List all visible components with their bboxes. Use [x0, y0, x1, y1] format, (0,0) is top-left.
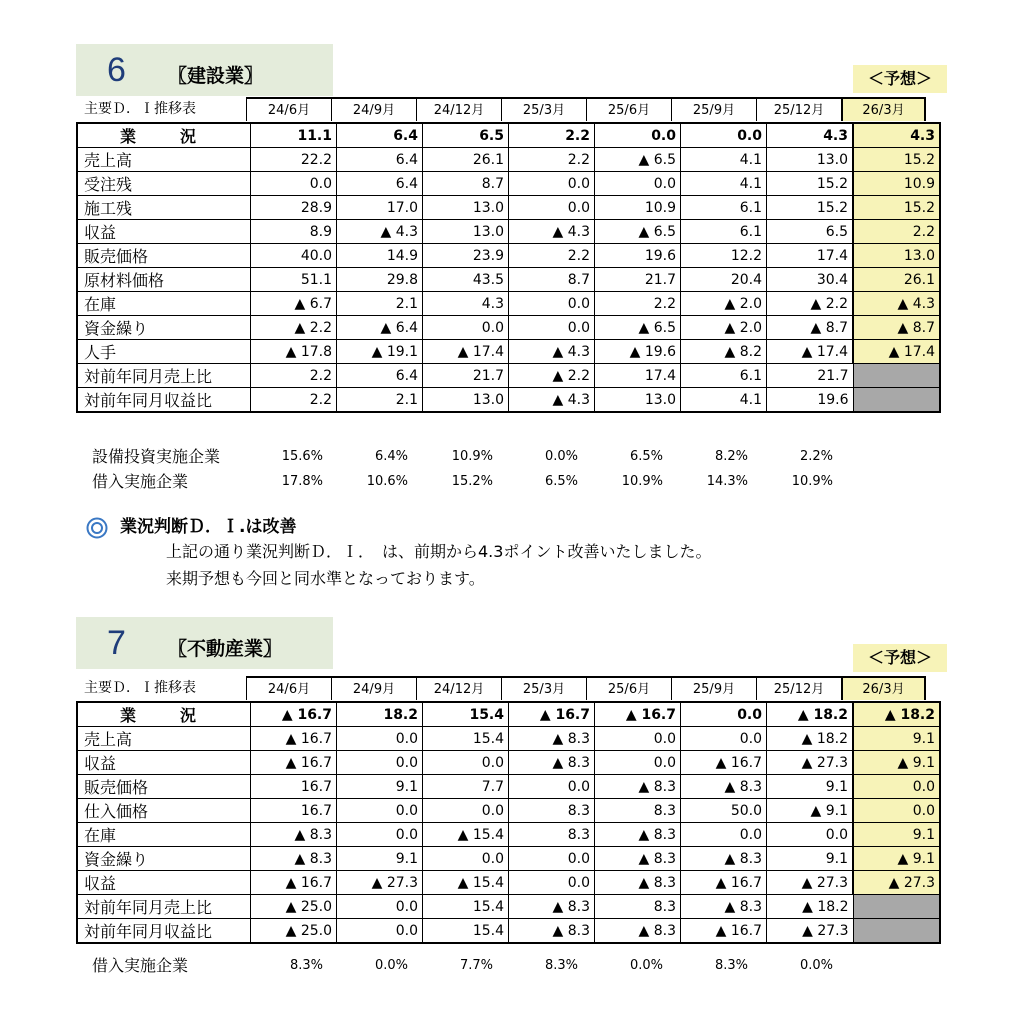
row-label: 資金繰り	[77, 847, 251, 871]
na-cell	[853, 364, 940, 388]
row-label: 受注残	[77, 172, 251, 196]
stat-value: 0.0%	[374, 958, 408, 973]
row-label: 販売価格	[77, 775, 251, 799]
forecast-cell: ▲ 18.2	[853, 702, 940, 727]
value-cell: ▲ 2.2	[251, 316, 337, 340]
na-cell	[853, 919, 940, 944]
stat-value: 14.3%	[706, 474, 748, 489]
table-row	[77, 123, 940, 148]
value-cell: 50.0	[681, 799, 767, 823]
forecast-cell: ▲ 9.1	[853, 847, 940, 871]
table-row	[77, 919, 940, 944]
table-row	[77, 799, 940, 823]
value-cell: 6.1	[681, 220, 767, 244]
value-cell: 0.0	[337, 751, 423, 775]
na-cell	[853, 388, 940, 413]
table-row	[77, 702, 940, 727]
value-cell: ▲ 8.3	[509, 727, 595, 751]
summary-title: 業況判断Ｄ．Ｉ.は改善	[120, 517, 297, 537]
value-cell: 2.1	[337, 388, 423, 413]
table-row	[77, 388, 940, 413]
value-cell: ▲ 4.3	[509, 220, 595, 244]
value-cell: 15.4	[423, 919, 509, 944]
section-6-header	[76, 44, 333, 96]
value-cell: ▲ 8.3	[595, 775, 681, 799]
table-row	[77, 871, 940, 895]
value-cell: 19.6	[767, 388, 854, 413]
table-row	[77, 727, 940, 751]
value-cell: ▲ 8.3	[509, 751, 595, 775]
value-cell: ▲ 18.2	[767, 702, 854, 727]
value-cell: 15.2	[767, 172, 854, 196]
value-cell: 4.1	[681, 148, 767, 172]
value-cell: 2.2	[251, 364, 337, 388]
row-label: 業 況	[77, 123, 251, 148]
value-cell: 19.6	[595, 244, 681, 268]
stat-value: 17.8%	[281, 474, 323, 489]
double-circle-icon	[86, 517, 108, 539]
table-row	[77, 775, 940, 799]
di-table-construction	[76, 122, 941, 413]
value-cell: ▲ 6.4	[337, 316, 423, 340]
row-label: 施工残	[77, 196, 251, 220]
summary-line-1: 上記の通り業況判断Ｄ．Ｉ． は、前期から4.3ポイント改善いたしました。	[166, 542, 712, 561]
value-cell: 51.1	[251, 268, 337, 292]
value-cell: 30.4	[767, 268, 854, 292]
value-cell: ▲ 16.7	[251, 751, 337, 775]
stat-row	[76, 445, 841, 469]
value-cell: ▲ 25.0	[251, 919, 337, 944]
value-cell: ▲ 8.7	[767, 316, 854, 340]
value-cell: 0.0	[337, 895, 423, 919]
stat-value: 8.3%	[714, 958, 748, 973]
value-cell: 8.3	[595, 895, 681, 919]
forecast-cell: 10.9	[853, 172, 940, 196]
value-cell: 21.7	[423, 364, 509, 388]
value-cell: 0.0	[423, 799, 509, 823]
value-cell: 0.0	[509, 292, 595, 316]
di-table-real-estate	[76, 701, 941, 944]
column-header: 24/12月	[416, 676, 501, 700]
value-cell: 8.3	[595, 799, 681, 823]
value-cell: 0.0	[681, 823, 767, 847]
stat-value: 10.9%	[621, 474, 663, 489]
value-cell: 9.1	[767, 775, 854, 799]
forecast-cell: 4.3	[853, 123, 940, 148]
value-cell: 9.1	[767, 847, 854, 871]
value-cell: 0.0	[595, 123, 681, 148]
value-cell: 9.1	[337, 847, 423, 871]
value-cell: 0.0	[509, 871, 595, 895]
summary-line-2: 来期予想も今回と同水準となっております。	[166, 569, 485, 588]
di-table-label: 主要Ｄ．Ｉ推移表	[84, 101, 196, 117]
value-cell: 0.0	[595, 172, 681, 196]
row-label: 業 況	[77, 702, 251, 727]
value-cell: ▲ 27.3	[767, 871, 854, 895]
value-cell: 6.4	[337, 123, 423, 148]
stat-value: 6.5%	[629, 449, 663, 464]
forecast-cell: ▲ 27.3	[853, 871, 940, 895]
forecast-cell: 0.0	[853, 799, 940, 823]
value-cell: 2.2	[595, 292, 681, 316]
table-row	[77, 172, 940, 196]
column-header-7	[76, 676, 926, 700]
value-cell: 6.4	[337, 172, 423, 196]
value-cell: ▲ 16.7	[681, 751, 767, 775]
row-label: 収益	[77, 871, 251, 895]
value-cell: 13.0	[767, 148, 854, 172]
value-cell: 0.0	[509, 847, 595, 871]
forecast-label-7: ＜予想＞	[853, 644, 947, 672]
value-cell: ▲ 4.3	[509, 388, 595, 413]
value-cell: ▲ 17.4	[423, 340, 509, 364]
column-header: 24/9月	[331, 676, 416, 700]
stat-value: 2.2%	[799, 449, 833, 464]
section-7-title: 〖不動産業〗	[168, 638, 283, 660]
value-cell: ▲ 15.4	[423, 823, 509, 847]
row-label: 収益	[77, 220, 251, 244]
forecast-cell: 26.1	[853, 268, 940, 292]
value-cell: 16.7	[251, 775, 337, 799]
value-cell: ▲ 8.3	[595, 823, 681, 847]
table-row	[77, 895, 940, 919]
table-row	[77, 292, 940, 316]
value-cell: 4.1	[681, 172, 767, 196]
stat-value: 10.9%	[451, 449, 493, 464]
table-row	[77, 751, 940, 775]
value-cell: ▲ 15.4	[423, 871, 509, 895]
value-cell: 0.0	[767, 823, 854, 847]
value-cell: 21.7	[595, 268, 681, 292]
value-cell: 0.0	[681, 123, 767, 148]
value-cell: 0.0	[423, 751, 509, 775]
value-cell: 7.7	[423, 775, 509, 799]
row-label: 対前年同月売上比	[77, 895, 251, 919]
value-cell: 20.4	[681, 268, 767, 292]
forecast-cell: ▲ 4.3	[853, 292, 940, 316]
value-cell: ▲ 19.1	[337, 340, 423, 364]
forecast-cell: ▲ 8.7	[853, 316, 940, 340]
table-row	[77, 148, 940, 172]
value-cell: 0.0	[337, 799, 423, 823]
value-cell: ▲ 9.1	[767, 799, 854, 823]
value-cell: 8.7	[509, 268, 595, 292]
row-label: 売上高	[77, 148, 251, 172]
value-cell: ▲ 8.3	[595, 847, 681, 871]
column-header: 24/6月	[246, 97, 331, 121]
value-cell: ▲ 8.3	[595, 919, 681, 944]
value-cell: 22.2	[251, 148, 337, 172]
table-row	[77, 364, 940, 388]
value-cell: 8.7	[423, 172, 509, 196]
row-label: 対前年同月収益比	[77, 919, 251, 944]
forecast-label-6: ＜予想＞	[853, 65, 947, 93]
value-cell: ▲ 17.8	[251, 340, 337, 364]
forecast-cell: 0.0	[853, 775, 940, 799]
value-cell: 28.9	[251, 196, 337, 220]
row-label: 原材料価格	[77, 268, 251, 292]
stat-value: 6.4%	[374, 449, 408, 464]
value-cell: 13.0	[423, 196, 509, 220]
value-cell: 15.4	[423, 895, 509, 919]
column-header: 25/6月	[586, 97, 671, 121]
value-cell: 0.0	[337, 823, 423, 847]
value-cell: ▲ 16.7	[509, 702, 595, 727]
value-cell: 23.9	[423, 244, 509, 268]
value-cell: 10.9	[595, 196, 681, 220]
section-6-number: 6	[107, 51, 126, 89]
value-cell: 15.2	[767, 196, 854, 220]
section-7-header	[76, 617, 333, 669]
value-cell: ▲ 4.3	[337, 220, 423, 244]
forecast-cell: 15.2	[853, 196, 940, 220]
value-cell: 13.0	[423, 220, 509, 244]
value-cell: 16.7	[251, 799, 337, 823]
value-cell: 6.5	[423, 123, 509, 148]
column-header: 24/6月	[246, 676, 331, 700]
value-cell: 0.0	[681, 702, 767, 727]
value-cell: ▲ 19.6	[595, 340, 681, 364]
column-header-forecast: 26/3月	[841, 676, 926, 700]
stat-row	[76, 470, 841, 494]
value-cell: ▲ 27.3	[767, 919, 854, 944]
value-cell: 8.3	[509, 823, 595, 847]
value-cell: 15.4	[423, 702, 509, 727]
row-label: 在庫	[77, 823, 251, 847]
value-cell: ▲ 2.0	[681, 316, 767, 340]
row-label: 仕入価格	[77, 799, 251, 823]
section-6-title: 〖建設業〗	[168, 65, 264, 87]
value-cell: ▲ 6.7	[251, 292, 337, 316]
stat-value: 8.2%	[714, 449, 748, 464]
value-cell: ▲ 6.5	[595, 220, 681, 244]
row-label: 資金繰り	[77, 316, 251, 340]
column-header: 25/3月	[501, 97, 586, 121]
row-label: 在庫	[77, 292, 251, 316]
value-cell: ▲ 16.7	[595, 702, 681, 727]
stat-label: 借入実施企業	[92, 472, 189, 491]
value-cell: ▲ 18.2	[767, 727, 854, 751]
table-row	[77, 823, 940, 847]
value-cell: 0.0	[681, 727, 767, 751]
column-header: 25/12月	[756, 676, 841, 700]
stat-value: 7.7%	[459, 958, 493, 973]
value-cell: 2.2	[509, 123, 595, 148]
value-cell: ▲ 8.3	[251, 823, 337, 847]
table-row	[77, 196, 940, 220]
section-7-number: 7	[107, 624, 126, 662]
stat-value: 10.6%	[366, 474, 408, 489]
value-cell: 15.4	[423, 727, 509, 751]
value-cell: ▲ 16.7	[681, 919, 767, 944]
table-row	[77, 268, 940, 292]
row-label: 販売価格	[77, 244, 251, 268]
value-cell: ▲ 16.7	[251, 871, 337, 895]
value-cell: 40.0	[251, 244, 337, 268]
value-cell: ▲ 25.0	[251, 895, 337, 919]
column-header: 24/9月	[331, 97, 416, 121]
value-cell: 2.1	[337, 292, 423, 316]
column-header: 25/9月	[671, 676, 756, 700]
value-cell: 0.0	[337, 727, 423, 751]
stat-value: 10.9%	[791, 474, 833, 489]
value-cell: 4.3	[767, 123, 854, 148]
table-row	[77, 244, 940, 268]
value-cell: 2.2	[509, 244, 595, 268]
value-cell: 9.1	[337, 775, 423, 799]
value-cell: 8.9	[251, 220, 337, 244]
row-label: 収益	[77, 751, 251, 775]
stat-value: 0.0%	[799, 958, 833, 973]
value-cell: 0.0	[251, 172, 337, 196]
stat-value: 0.0%	[544, 449, 578, 464]
value-cell: 17.0	[337, 196, 423, 220]
value-cell: 29.8	[337, 268, 423, 292]
row-label: 売上高	[77, 727, 251, 751]
value-cell: ▲ 4.3	[509, 340, 595, 364]
stat-value: 15.2%	[451, 474, 493, 489]
value-cell: 0.0	[509, 196, 595, 220]
value-cell: 13.0	[423, 388, 509, 413]
column-header-6	[76, 97, 926, 121]
stat-label: 借入実施企業	[92, 956, 189, 975]
stat-value: 8.3%	[544, 958, 578, 973]
value-cell: ▲ 8.3	[681, 775, 767, 799]
value-cell: 0.0	[509, 316, 595, 340]
column-header-forecast: 26/3月	[841, 97, 926, 121]
value-cell: ▲ 8.2	[681, 340, 767, 364]
value-cell: 0.0	[337, 919, 423, 944]
value-cell: 11.1	[251, 123, 337, 148]
value-cell: 6.1	[681, 364, 767, 388]
value-cell: ▲ 27.3	[337, 871, 423, 895]
value-cell: ▲ 2.2	[767, 292, 854, 316]
table-row	[77, 340, 940, 364]
value-cell: 0.0	[423, 847, 509, 871]
value-cell: ▲ 8.3	[251, 847, 337, 871]
column-header: 25/12月	[756, 97, 841, 121]
value-cell: ▲ 8.3	[509, 895, 595, 919]
value-cell: ▲ 8.3	[681, 847, 767, 871]
forecast-cell: 13.0	[853, 244, 940, 268]
value-cell: 18.2	[337, 702, 423, 727]
value-cell: 4.3	[423, 292, 509, 316]
forecast-cell: 9.1	[853, 823, 940, 847]
value-cell: 0.0	[509, 775, 595, 799]
value-cell: 2.2	[509, 148, 595, 172]
value-cell: 6.4	[337, 364, 423, 388]
value-cell: ▲ 16.7	[251, 702, 337, 727]
value-cell: 17.4	[767, 244, 854, 268]
table-row	[77, 847, 940, 871]
value-cell: 4.1	[681, 388, 767, 413]
stat-value: 15.6%	[281, 449, 323, 464]
table-row	[77, 316, 940, 340]
row-label: 人手	[77, 340, 251, 364]
value-cell: ▲ 6.5	[595, 316, 681, 340]
column-header: 25/9月	[671, 97, 756, 121]
value-cell: 0.0	[595, 751, 681, 775]
value-cell: 6.1	[681, 196, 767, 220]
value-cell: ▲ 6.5	[595, 148, 681, 172]
table-row	[77, 220, 940, 244]
forecast-cell: ▲ 9.1	[853, 751, 940, 775]
forecast-cell: 9.1	[853, 727, 940, 751]
stat-row	[76, 954, 841, 978]
stat-value: 6.5%	[544, 474, 578, 489]
value-cell: 14.9	[337, 244, 423, 268]
column-header: 25/3月	[501, 676, 586, 700]
value-cell: ▲ 16.7	[681, 871, 767, 895]
row-label: 対前年同月売上比	[77, 364, 251, 388]
value-cell: 2.2	[251, 388, 337, 413]
value-cell: ▲ 2.0	[681, 292, 767, 316]
value-cell: 17.4	[595, 364, 681, 388]
value-cell: 21.7	[767, 364, 854, 388]
value-cell: 6.5	[767, 220, 854, 244]
forecast-cell: 15.2	[853, 148, 940, 172]
na-cell	[853, 895, 940, 919]
column-header: 24/12月	[416, 97, 501, 121]
stat-label: 設備投資実施企業	[92, 447, 221, 466]
value-cell: ▲ 8.3	[595, 871, 681, 895]
value-cell: ▲ 16.7	[251, 727, 337, 751]
value-cell: 0.0	[423, 316, 509, 340]
forecast-cell: 2.2	[853, 220, 940, 244]
value-cell: 8.3	[509, 799, 595, 823]
value-cell: 12.2	[681, 244, 767, 268]
value-cell: 6.4	[337, 148, 423, 172]
value-cell: 13.0	[595, 388, 681, 413]
forecast-cell: ▲ 17.4	[853, 340, 940, 364]
value-cell: 43.5	[423, 268, 509, 292]
stat-value: 8.3%	[289, 958, 323, 973]
value-cell: ▲ 2.2	[509, 364, 595, 388]
column-header: 25/6月	[586, 676, 671, 700]
value-cell: ▲ 18.2	[767, 895, 854, 919]
value-cell: 0.0	[595, 727, 681, 751]
value-cell: 0.0	[509, 172, 595, 196]
value-cell: ▲ 27.3	[767, 751, 854, 775]
row-label: 対前年同月収益比	[77, 388, 251, 413]
di-table-label: 主要Ｄ．Ｉ推移表	[84, 680, 196, 696]
value-cell: ▲ 8.3	[681, 895, 767, 919]
value-cell: ▲ 8.3	[509, 919, 595, 944]
value-cell: ▲ 17.4	[767, 340, 854, 364]
value-cell: 26.1	[423, 148, 509, 172]
stat-value: 0.0%	[629, 958, 663, 973]
